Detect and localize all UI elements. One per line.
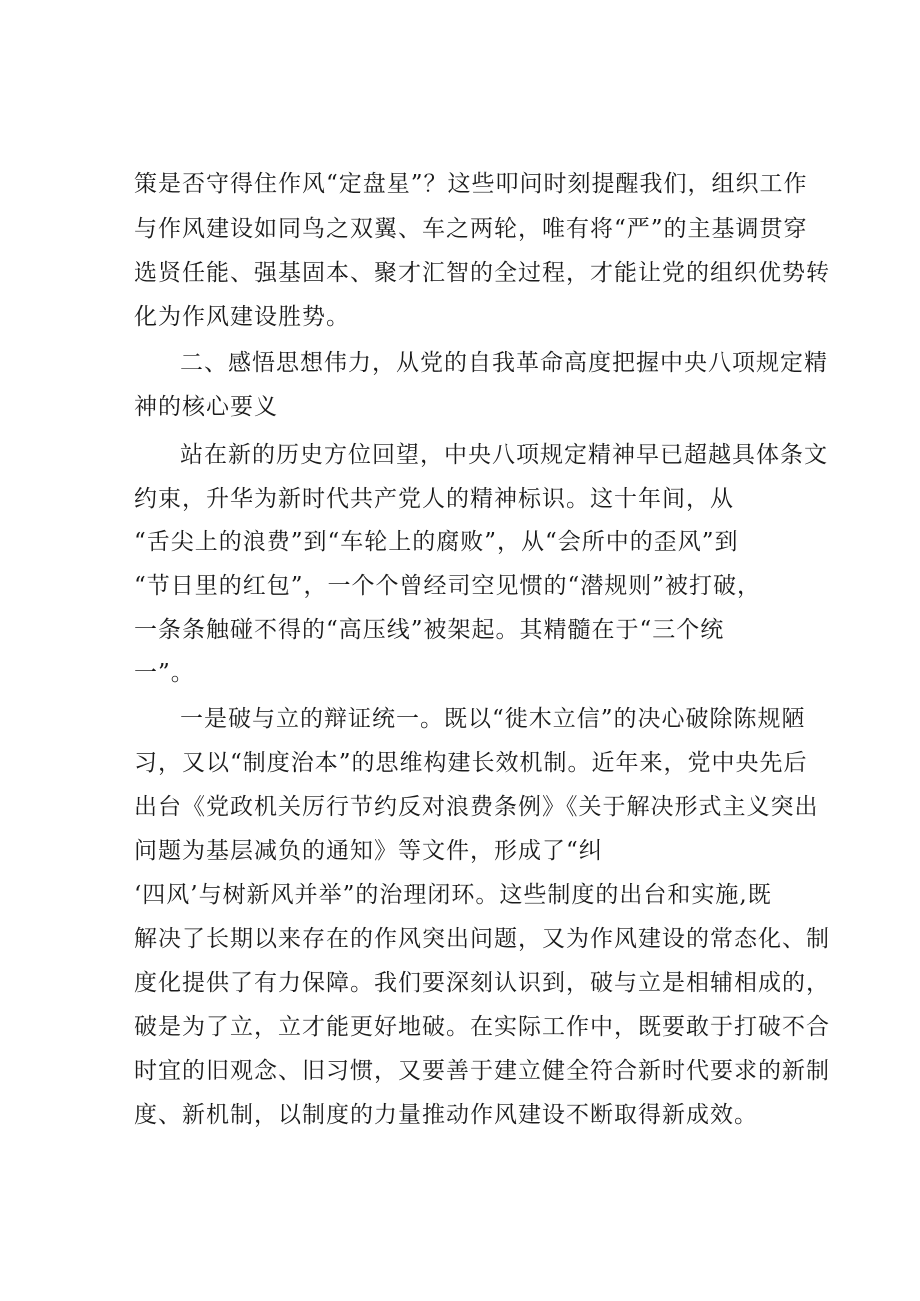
paragraph-line: “舌尖上的浪费”到“车轮上的腐败”，从“会所中的歪风”到	[134, 529, 739, 555]
paragraph-line: 破是为了立，立才能更好地破。在实际工作中，既要敢于打破不合	[134, 1014, 830, 1040]
paragraph-line: 度、新机制，以制度的力量推动作风建设不断取得新成效。	[134, 1102, 758, 1128]
paragraph-line: 度化提供了有力保障。我们要深刻认识到，破与立是相辅相成的，	[134, 970, 830, 996]
paragraph-line: 解决了长期以来存在的作风突出问题，又为作风建设的常态化、制	[134, 926, 830, 952]
paragraph-line: 一”。	[134, 660, 195, 686]
paragraph-line: 约束，升华为新时代共产党人的精神标识。这十年间，从	[134, 486, 734, 512]
paragraph-line: 策是否守得住作风“定盘星”？这些叩问时刻提醒我们，组织工作	[134, 171, 808, 197]
paragraph-line: 出台《党政机关厉行节约反对浪费条例》《关于解决形式主义突出	[134, 794, 819, 820]
paragraph-line: “节日里的红包”，一个个曾经司空见惯的“潜规则”被打破，	[134, 573, 762, 599]
paragraph-line: 时宜的旧观念、旧习惯，又要善于建立健全符合新时代要求的新制	[134, 1058, 830, 1084]
paragraph-line: 与作风建设如同鸟之双翼、车之两轮，唯有将“严”的主基调贯穿	[134, 216, 808, 242]
section-heading-line: 神的核心要义	[134, 394, 278, 420]
paragraph-line: 习，又以“制度治本”的思维构建长效机制。近年来，党中央先后	[134, 750, 808, 776]
section-heading-line: 二、感悟思想伟力，从党的自我革命高度把握中央八项规定精	[180, 350, 828, 376]
paragraph-line: 一是破与立的辩证统一。既以“徙木立信”的决心破除陈规陋	[180, 706, 806, 732]
paragraph-line: 问题为基层减负的通知》等文件，形成了“纠	[134, 838, 603, 864]
paragraph-line: ‘四风’与树新风并举”的治理闭环。这些制度的出台和实施,既	[134, 882, 772, 908]
paragraph-line: 一条条触碰不得的“高压线”被架起。其精髓在于“三个统	[134, 617, 725, 643]
paragraph-line: 站在新的历史方位回望，中央八项规定精神早已超越具体条文	[180, 442, 828, 468]
paragraph-line: 化为作风建设胜势。	[134, 304, 350, 330]
paragraph-line: 选贤任能、强基固本、聚才汇智的全过程，才能让党的组织优势转	[134, 260, 830, 286]
